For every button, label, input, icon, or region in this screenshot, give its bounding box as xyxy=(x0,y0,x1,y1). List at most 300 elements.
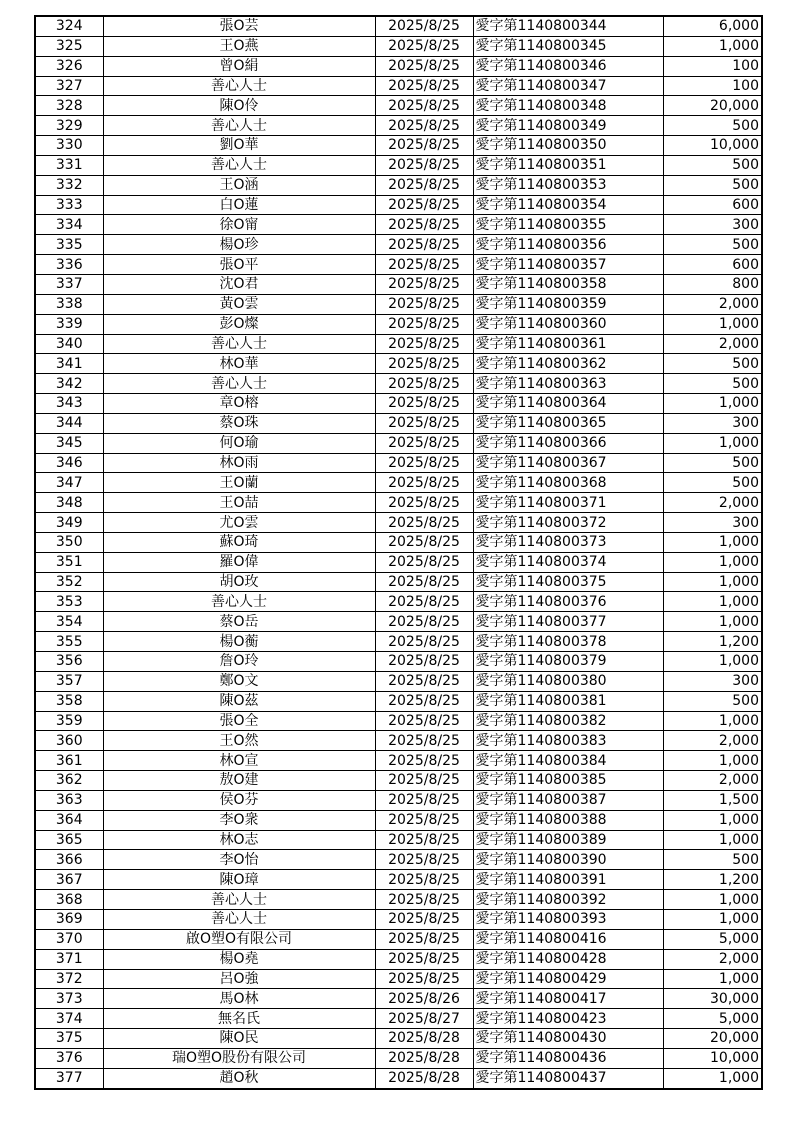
row-number-cell: 343 xyxy=(35,394,103,414)
amount-cell: 500 xyxy=(663,453,762,473)
table-row xyxy=(35,969,762,989)
amount-cell: 600 xyxy=(663,255,762,275)
table-row xyxy=(35,255,762,275)
row-number-cell: 326 xyxy=(35,56,103,76)
amount-cell: 6,000 xyxy=(663,16,762,36)
table-row xyxy=(35,195,762,215)
row-number-cell: 375 xyxy=(35,1029,103,1049)
receipt-number-cell: 愛字第1140800376 xyxy=(473,592,663,612)
table-row xyxy=(35,671,762,691)
amount-cell: 1,000 xyxy=(663,572,762,592)
date-cell: 2025/8/28 xyxy=(375,1029,473,1049)
table-row xyxy=(35,354,762,374)
donor-name-cell: 林O宣 xyxy=(103,751,375,771)
donor-name-cell: 章O榕 xyxy=(103,394,375,414)
row-number-cell: 336 xyxy=(35,255,103,275)
row-number-cell: 327 xyxy=(35,76,103,96)
receipt-number-cell: 愛字第1140800379 xyxy=(473,652,663,672)
receipt-number-cell: 愛字第1140800391 xyxy=(473,870,663,890)
date-cell: 2025/8/25 xyxy=(375,116,473,136)
amount-cell: 5,000 xyxy=(663,1009,762,1029)
date-cell: 2025/8/25 xyxy=(375,136,473,156)
row-number-cell: 340 xyxy=(35,334,103,354)
row-number-cell: 364 xyxy=(35,810,103,830)
row-number-cell: 345 xyxy=(35,433,103,453)
donor-name-cell: 蘇O琦 xyxy=(103,532,375,552)
table-row xyxy=(35,433,762,453)
date-cell: 2025/8/25 xyxy=(375,175,473,195)
date-cell: 2025/8/25 xyxy=(375,592,473,612)
row-number-cell: 373 xyxy=(35,989,103,1009)
row-number-cell: 330 xyxy=(35,136,103,156)
date-cell: 2025/8/25 xyxy=(375,612,473,632)
date-cell: 2025/8/25 xyxy=(375,870,473,890)
donor-name-cell: 啟O塑O有限公司 xyxy=(103,929,375,949)
date-cell: 2025/8/28 xyxy=(375,1048,473,1068)
row-number-cell: 329 xyxy=(35,116,103,136)
table-row xyxy=(35,731,762,751)
receipt-number-cell: 愛字第1140800390 xyxy=(473,850,663,870)
date-cell: 2025/8/25 xyxy=(375,830,473,850)
donor-name-cell: 王O蘭 xyxy=(103,473,375,493)
donor-name-cell: 善心人士 xyxy=(103,76,375,96)
amount-cell: 1,000 xyxy=(663,314,762,334)
donor-name-cell: 陳O伶 xyxy=(103,96,375,116)
row-number-cell: 348 xyxy=(35,493,103,513)
donor-name-cell: 善心人士 xyxy=(103,116,375,136)
row-number-cell: 368 xyxy=(35,890,103,910)
receipt-number-cell: 愛字第1140800364 xyxy=(473,394,663,414)
row-number-cell: 376 xyxy=(35,1048,103,1068)
receipt-number-cell: 愛字第1140800393 xyxy=(473,909,663,929)
amount-cell: 1,000 xyxy=(663,532,762,552)
receipt-number-cell: 愛字第1140800387 xyxy=(473,790,663,810)
donor-name-cell: 瑞O塑O股份有限公司 xyxy=(103,1048,375,1068)
donation-ledger-table xyxy=(34,15,763,1090)
donor-name-cell: 曾O絹 xyxy=(103,56,375,76)
row-number-cell: 337 xyxy=(35,274,103,294)
receipt-number-cell: 愛字第1140800429 xyxy=(473,969,663,989)
receipt-number-cell: 愛字第1140800389 xyxy=(473,830,663,850)
table-row xyxy=(35,652,762,672)
donor-name-cell: 胡O玫 xyxy=(103,572,375,592)
donor-name-cell: 尤O雲 xyxy=(103,513,375,533)
donor-name-cell: 林O雨 xyxy=(103,453,375,473)
amount-cell: 1,000 xyxy=(663,36,762,56)
amount-cell: 500 xyxy=(663,235,762,255)
table-row xyxy=(35,711,762,731)
date-cell: 2025/8/25 xyxy=(375,810,473,830)
date-cell: 2025/8/25 xyxy=(375,711,473,731)
donor-name-cell: 王O然 xyxy=(103,731,375,751)
date-cell: 2025/8/25 xyxy=(375,572,473,592)
row-number-cell: 370 xyxy=(35,929,103,949)
amount-cell: 300 xyxy=(663,513,762,533)
donor-name-cell: 羅O偉 xyxy=(103,552,375,572)
date-cell: 2025/8/25 xyxy=(375,532,473,552)
date-cell: 2025/8/25 xyxy=(375,76,473,96)
donor-name-cell: 蔡O岳 xyxy=(103,612,375,632)
donor-name-cell: 張O全 xyxy=(103,711,375,731)
table-row xyxy=(35,810,762,830)
donor-name-cell: 黃O雲 xyxy=(103,294,375,314)
donor-name-cell: 林O志 xyxy=(103,830,375,850)
table-row xyxy=(35,830,762,850)
amount-cell: 1,000 xyxy=(663,830,762,850)
date-cell: 2025/8/25 xyxy=(375,929,473,949)
receipt-number-cell: 愛字第1140800360 xyxy=(473,314,663,334)
amount-cell: 1,000 xyxy=(663,810,762,830)
row-number-cell: 333 xyxy=(35,195,103,215)
receipt-number-cell: 愛字第1140800372 xyxy=(473,513,663,533)
table-row xyxy=(35,870,762,890)
receipt-number-cell: 愛字第1140800367 xyxy=(473,453,663,473)
row-number-cell: 355 xyxy=(35,632,103,652)
date-cell: 2025/8/25 xyxy=(375,36,473,56)
table-row xyxy=(35,949,762,969)
amount-cell: 1,200 xyxy=(663,632,762,652)
table-row xyxy=(35,513,762,533)
amount-cell: 1,000 xyxy=(663,909,762,929)
row-number-cell: 324 xyxy=(35,16,103,36)
date-cell: 2025/8/25 xyxy=(375,195,473,215)
date-cell: 2025/8/25 xyxy=(375,493,473,513)
receipt-number-cell: 愛字第1140800355 xyxy=(473,215,663,235)
table-row xyxy=(35,175,762,195)
donor-name-cell: 善心人士 xyxy=(103,592,375,612)
donor-name-cell: 陳O民 xyxy=(103,1029,375,1049)
table-row xyxy=(35,751,762,771)
row-number-cell: 328 xyxy=(35,96,103,116)
amount-cell: 500 xyxy=(663,155,762,175)
table-row xyxy=(35,413,762,433)
amount-cell: 5,000 xyxy=(663,929,762,949)
date-cell: 2025/8/25 xyxy=(375,96,473,116)
receipt-number-cell: 愛字第1140800349 xyxy=(473,116,663,136)
receipt-number-cell: 愛字第1140800423 xyxy=(473,1009,663,1029)
amount-cell: 2,000 xyxy=(663,771,762,791)
table-row xyxy=(35,612,762,632)
row-number-cell: 360 xyxy=(35,731,103,751)
date-cell: 2025/8/25 xyxy=(375,890,473,910)
date-cell: 2025/8/25 xyxy=(375,552,473,572)
receipt-number-cell: 愛字第1140800377 xyxy=(473,612,663,632)
receipt-number-cell: 愛字第1140800417 xyxy=(473,989,663,1009)
amount-cell: 500 xyxy=(663,116,762,136)
donor-name-cell: 善心人士 xyxy=(103,155,375,175)
receipt-number-cell: 愛字第1140800428 xyxy=(473,949,663,969)
row-number-cell: 372 xyxy=(35,969,103,989)
date-cell: 2025/8/28 xyxy=(375,1068,473,1088)
amount-cell: 500 xyxy=(663,691,762,711)
date-cell: 2025/8/25 xyxy=(375,294,473,314)
donor-name-cell: 善心人士 xyxy=(103,890,375,910)
receipt-number-cell: 愛字第1140800385 xyxy=(473,771,663,791)
amount-cell: 1,000 xyxy=(663,552,762,572)
row-number-cell: 367 xyxy=(35,870,103,890)
amount-cell: 1,000 xyxy=(663,751,762,771)
receipt-number-cell: 愛字第1140800430 xyxy=(473,1029,663,1049)
date-cell: 2025/8/25 xyxy=(375,731,473,751)
date-cell: 2025/8/25 xyxy=(375,850,473,870)
donor-name-cell: 李O怡 xyxy=(103,850,375,870)
receipt-number-cell: 愛字第1140800358 xyxy=(473,274,663,294)
row-number-cell: 356 xyxy=(35,652,103,672)
receipt-number-cell: 愛字第1140800361 xyxy=(473,334,663,354)
donor-name-cell: 張O芸 xyxy=(103,16,375,36)
donor-name-cell: 張O平 xyxy=(103,255,375,275)
date-cell: 2025/8/25 xyxy=(375,771,473,791)
row-number-cell: 353 xyxy=(35,592,103,612)
receipt-number-cell: 愛字第1140800362 xyxy=(473,354,663,374)
date-cell: 2025/8/25 xyxy=(375,16,473,36)
donor-name-cell: 王O喆 xyxy=(103,493,375,513)
row-number-cell: 344 xyxy=(35,413,103,433)
donor-name-cell: 王O涵 xyxy=(103,175,375,195)
donor-name-cell: 白O蓮 xyxy=(103,195,375,215)
date-cell: 2025/8/25 xyxy=(375,691,473,711)
donor-name-cell: 林O華 xyxy=(103,354,375,374)
date-cell: 2025/8/25 xyxy=(375,671,473,691)
row-number-cell: 331 xyxy=(35,155,103,175)
table-row xyxy=(35,790,762,810)
amount-cell: 100 xyxy=(663,56,762,76)
donor-name-cell: 鄭O文 xyxy=(103,671,375,691)
receipt-number-cell: 愛字第1140800359 xyxy=(473,294,663,314)
table-row xyxy=(35,473,762,493)
table-row xyxy=(35,394,762,414)
donor-name-cell: 楊O珍 xyxy=(103,235,375,255)
date-cell: 2025/8/25 xyxy=(375,949,473,969)
donor-name-cell: 陳O茲 xyxy=(103,691,375,711)
donor-name-cell: 王O燕 xyxy=(103,36,375,56)
row-number-cell: 362 xyxy=(35,771,103,791)
row-number-cell: 371 xyxy=(35,949,103,969)
receipt-number-cell: 愛字第1140800371 xyxy=(473,493,663,513)
receipt-number-cell: 愛字第1140800351 xyxy=(473,155,663,175)
amount-cell: 1,000 xyxy=(663,1068,762,1088)
amount-cell: 500 xyxy=(663,175,762,195)
donor-name-cell: 徐O甯 xyxy=(103,215,375,235)
receipt-number-cell: 愛字第1140800381 xyxy=(473,691,663,711)
amount-cell: 500 xyxy=(663,354,762,374)
receipt-number-cell: 愛字第1140800354 xyxy=(473,195,663,215)
row-number-cell: 341 xyxy=(35,354,103,374)
amount-cell: 1,000 xyxy=(663,711,762,731)
donor-name-cell: 無名氏 xyxy=(103,1009,375,1029)
table-row xyxy=(35,76,762,96)
amount-cell: 500 xyxy=(663,473,762,493)
table-row xyxy=(35,532,762,552)
row-number-cell: 349 xyxy=(35,513,103,533)
amount-cell: 600 xyxy=(663,195,762,215)
receipt-number-cell: 愛字第1140800437 xyxy=(473,1068,663,1088)
table-row xyxy=(35,890,762,910)
row-number-cell: 347 xyxy=(35,473,103,493)
row-number-cell: 365 xyxy=(35,830,103,850)
amount-cell: 1,200 xyxy=(663,870,762,890)
donor-name-cell: 敖O建 xyxy=(103,771,375,791)
amount-cell: 2,000 xyxy=(663,731,762,751)
row-number-cell: 377 xyxy=(35,1068,103,1088)
amount-cell: 300 xyxy=(663,413,762,433)
row-number-cell: 335 xyxy=(35,235,103,255)
receipt-number-cell: 愛字第1140800345 xyxy=(473,36,663,56)
receipt-number-cell: 愛字第1140800350 xyxy=(473,136,663,156)
date-cell: 2025/8/25 xyxy=(375,413,473,433)
date-cell: 2025/8/25 xyxy=(375,314,473,334)
ledger-body xyxy=(35,16,762,1089)
table-row xyxy=(35,36,762,56)
date-cell: 2025/8/25 xyxy=(375,354,473,374)
date-cell: 2025/8/25 xyxy=(375,909,473,929)
date-cell: 2025/8/25 xyxy=(375,274,473,294)
donor-name-cell: 彭O燦 xyxy=(103,314,375,334)
date-cell: 2025/8/25 xyxy=(375,453,473,473)
receipt-number-cell: 愛字第1140800384 xyxy=(473,751,663,771)
date-cell: 2025/8/25 xyxy=(375,334,473,354)
date-cell: 2025/8/25 xyxy=(375,255,473,275)
amount-cell: 20,000 xyxy=(663,96,762,116)
row-number-cell: 359 xyxy=(35,711,103,731)
amount-cell: 1,500 xyxy=(663,790,762,810)
table-row xyxy=(35,909,762,929)
amount-cell: 10,000 xyxy=(663,136,762,156)
amount-cell: 1,000 xyxy=(663,890,762,910)
receipt-number-cell: 愛字第1140800392 xyxy=(473,890,663,910)
amount-cell: 1,000 xyxy=(663,652,762,672)
row-number-cell: 361 xyxy=(35,751,103,771)
row-number-cell: 334 xyxy=(35,215,103,235)
table-row xyxy=(35,235,762,255)
amount-cell: 500 xyxy=(663,374,762,394)
row-number-cell: 332 xyxy=(35,175,103,195)
amount-cell: 1,000 xyxy=(663,394,762,414)
amount-cell: 2,000 xyxy=(663,949,762,969)
amount-cell: 300 xyxy=(663,671,762,691)
receipt-number-cell: 愛字第1140800382 xyxy=(473,711,663,731)
date-cell: 2025/8/27 xyxy=(375,1009,473,1029)
receipt-number-cell: 愛字第1140800380 xyxy=(473,671,663,691)
amount-cell: 1,000 xyxy=(663,433,762,453)
date-cell: 2025/8/25 xyxy=(375,155,473,175)
amount-cell: 1,000 xyxy=(663,612,762,632)
table-row xyxy=(35,1048,762,1068)
amount-cell: 100 xyxy=(663,76,762,96)
receipt-number-cell: 愛字第1140800388 xyxy=(473,810,663,830)
receipt-number-cell: 愛字第1140800383 xyxy=(473,731,663,751)
receipt-number-cell: 愛字第1140800375 xyxy=(473,572,663,592)
donor-name-cell: 趙O秋 xyxy=(103,1068,375,1088)
table-row xyxy=(35,294,762,314)
receipt-number-cell: 愛字第1140800373 xyxy=(473,532,663,552)
table-row xyxy=(35,374,762,394)
table-row xyxy=(35,929,762,949)
receipt-number-cell: 愛字第1140800344 xyxy=(473,16,663,36)
row-number-cell: 369 xyxy=(35,909,103,929)
date-cell: 2025/8/25 xyxy=(375,632,473,652)
row-number-cell: 338 xyxy=(35,294,103,314)
donor-name-cell: 詹O玲 xyxy=(103,652,375,672)
table-row xyxy=(35,453,762,473)
row-number-cell: 354 xyxy=(35,612,103,632)
row-number-cell: 325 xyxy=(35,36,103,56)
amount-cell: 2,000 xyxy=(663,334,762,354)
date-cell: 2025/8/25 xyxy=(375,969,473,989)
donor-name-cell: 侯O芬 xyxy=(103,790,375,810)
receipt-number-cell: 愛字第1140800357 xyxy=(473,255,663,275)
date-cell: 2025/8/25 xyxy=(375,394,473,414)
date-cell: 2025/8/25 xyxy=(375,473,473,493)
date-cell: 2025/8/26 xyxy=(375,989,473,1009)
receipt-number-cell: 愛字第1140800365 xyxy=(473,413,663,433)
table-row xyxy=(35,16,762,36)
donor-name-cell: 陳O璋 xyxy=(103,870,375,890)
amount-cell: 30,000 xyxy=(663,989,762,1009)
receipt-number-cell: 愛字第1140800356 xyxy=(473,235,663,255)
table-row xyxy=(35,1029,762,1049)
table-row xyxy=(35,691,762,711)
row-number-cell: 350 xyxy=(35,532,103,552)
date-cell: 2025/8/25 xyxy=(375,790,473,810)
table-row xyxy=(35,552,762,572)
row-number-cell: 366 xyxy=(35,850,103,870)
donor-name-cell: 蔡O珠 xyxy=(103,413,375,433)
table-row xyxy=(35,771,762,791)
donor-name-cell: 善心人士 xyxy=(103,374,375,394)
date-cell: 2025/8/25 xyxy=(375,56,473,76)
table-row xyxy=(35,572,762,592)
donor-name-cell: 善心人士 xyxy=(103,909,375,929)
amount-cell: 500 xyxy=(663,850,762,870)
receipt-number-cell: 愛字第1140800368 xyxy=(473,473,663,493)
receipt-number-cell: 愛字第1140800363 xyxy=(473,374,663,394)
table-row xyxy=(35,96,762,116)
table-row xyxy=(35,136,762,156)
table-row xyxy=(35,493,762,513)
row-number-cell: 351 xyxy=(35,552,103,572)
donor-name-cell: 楊O蘅 xyxy=(103,632,375,652)
amount-cell: 20,000 xyxy=(663,1029,762,1049)
row-number-cell: 363 xyxy=(35,790,103,810)
table-row xyxy=(35,989,762,1009)
date-cell: 2025/8/25 xyxy=(375,513,473,533)
row-number-cell: 358 xyxy=(35,691,103,711)
amount-cell: 800 xyxy=(663,274,762,294)
receipt-number-cell: 愛字第1140800378 xyxy=(473,632,663,652)
amount-cell: 1,000 xyxy=(663,592,762,612)
table-row xyxy=(35,632,762,652)
table-row xyxy=(35,1068,762,1088)
row-number-cell: 374 xyxy=(35,1009,103,1029)
row-number-cell: 339 xyxy=(35,314,103,334)
receipt-number-cell: 愛字第1140800374 xyxy=(473,552,663,572)
table-row xyxy=(35,274,762,294)
date-cell: 2025/8/25 xyxy=(375,751,473,771)
receipt-number-cell: 愛字第1140800353 xyxy=(473,175,663,195)
amount-cell: 1,000 xyxy=(663,969,762,989)
donor-name-cell: 李O衆 xyxy=(103,810,375,830)
amount-cell: 300 xyxy=(663,215,762,235)
table-row xyxy=(35,56,762,76)
donor-name-cell: 楊O堯 xyxy=(103,949,375,969)
date-cell: 2025/8/25 xyxy=(375,652,473,672)
amount-cell: 10,000 xyxy=(663,1048,762,1068)
row-number-cell: 352 xyxy=(35,572,103,592)
table-row xyxy=(35,215,762,235)
receipt-number-cell: 愛字第1140800348 xyxy=(473,96,663,116)
date-cell: 2025/8/25 xyxy=(375,433,473,453)
